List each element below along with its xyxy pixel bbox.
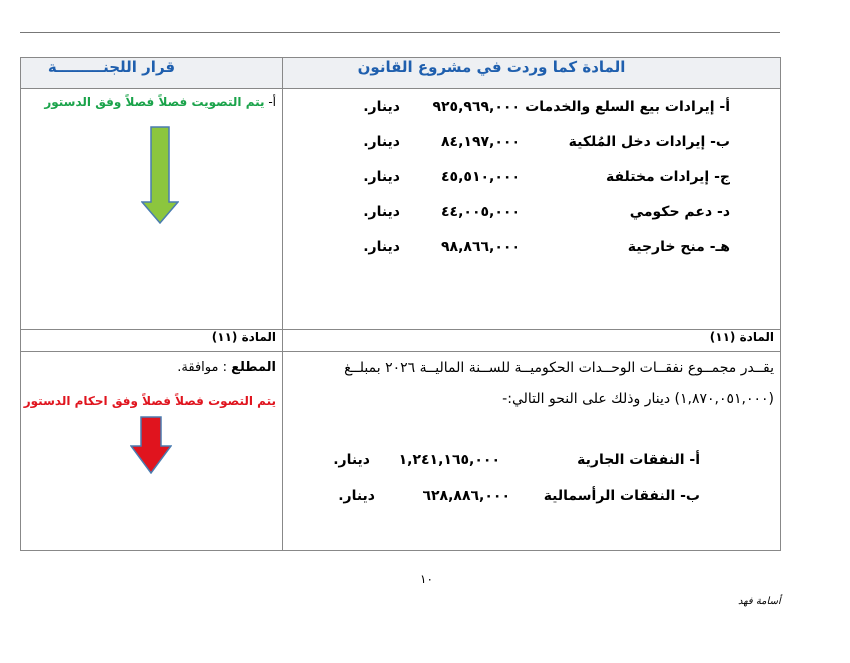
revenue-item (290, 169, 730, 189)
decision1-cell (21, 89, 283, 330)
article11-line1: يقــدر مجمــوع نفقــات الوحــدات الحكوميــة للســنة الماليــة ٢٠٢٦ بمبلــغ (344, 360, 774, 376)
decision2-cell (21, 352, 283, 551)
article11-row (21, 352, 781, 551)
revenue-amount: ٩٢٥,٩٦٩,٠٠٠ (432, 99, 520, 115)
expense-currency: دينار. (338, 488, 375, 504)
decision2-text: يتم التصوت فصلاً فصلاً وفق احكام الدستور (23, 394, 276, 408)
revenue-item (290, 134, 730, 154)
revenue-label: ب- إيرادات دخل المُلكية (568, 134, 730, 150)
revenue-amount: ٨٤,١٩٧,٠٠٠ (441, 134, 520, 150)
rapporteur-label: المطلع (231, 360, 276, 375)
revenue-currency: دينار. (363, 239, 400, 255)
revenue-currency: دينار. (363, 99, 400, 115)
table-header-row (21, 58, 781, 89)
revenue-item (290, 99, 730, 119)
expense-label: ب- النفقات الرأسمالية (543, 488, 700, 504)
revenue-label: أ- إيرادات بيع السلع والخدمات (525, 99, 730, 115)
revenue-item (290, 239, 730, 259)
arrow-down-icon (142, 127, 178, 223)
article11-cell (283, 352, 781, 551)
revenue-currency: دينار. (363, 134, 400, 150)
rapporteur-value: : موافقة. (177, 360, 232, 375)
revenue-currency: دينار. (363, 169, 400, 185)
revenues-cell (283, 89, 781, 330)
header-decision-title: قرار اللجنـــــــــة (47, 58, 176, 76)
header-rule (20, 32, 780, 33)
revenues-row (21, 89, 781, 330)
page-number: ١٠ (420, 572, 433, 586)
arrow-down-icon (130, 416, 172, 474)
revenue-label: د- دعم حكومي (629, 204, 730, 220)
decision1-label: يتم التصويت فصلاً فصلاً وفق الدستور (44, 95, 265, 109)
revenue-amount: ٤٥,٥١٠,٠٠٠ (441, 169, 520, 185)
article-title: المادة (١١) (709, 330, 774, 344)
decision1-text (44, 95, 276, 109)
revenue-item (290, 204, 730, 224)
article-main-cell (283, 330, 781, 352)
header-main-cell (283, 58, 781, 89)
article11-body (283, 352, 780, 550)
expense-item (280, 488, 700, 508)
rapporteur-line (177, 360, 276, 375)
article-decision-title: المادة (١١) (211, 330, 276, 344)
article-decision-cell (21, 330, 283, 352)
arrow-down-icon (141, 126, 179, 224)
expense-label: أ- النفقات الجارية (577, 452, 700, 468)
revenue-list (283, 89, 780, 329)
decision1-block (21, 89, 282, 329)
signature: أسامة فهد (738, 596, 781, 607)
expense-amount: ١,٢٤١,١٦٥,٠٠٠ (398, 452, 500, 468)
bill-table (20, 57, 781, 551)
arrow-down-icon (131, 417, 171, 473)
revenue-label: هـ- منح خارجية (627, 239, 730, 255)
article11-line2: (١,٨٧٠,٠٥١,٠٠٠) دينار وذلك على النحو التالي:- (502, 391, 774, 407)
decision1-prefix: أ- (264, 95, 276, 109)
revenue-amount: ٤٤,٠٠٥,٠٠٠ (441, 204, 520, 220)
expense-currency: دينار. (333, 452, 370, 468)
expense-item (280, 452, 700, 472)
expense-amount: ٦٢٨,٨٨٦,٠٠٠ (422, 488, 510, 504)
revenue-currency: دينار. (363, 204, 400, 220)
article-row (21, 330, 781, 352)
header-main-title: المادة كما وردت في مشروع القانون (357, 58, 626, 76)
revenue-label: ج- إيرادات مختلفة (605, 169, 730, 185)
revenue-amount: ٩٨,٨٦٦,٠٠٠ (441, 239, 520, 255)
decision2-block (21, 352, 282, 550)
